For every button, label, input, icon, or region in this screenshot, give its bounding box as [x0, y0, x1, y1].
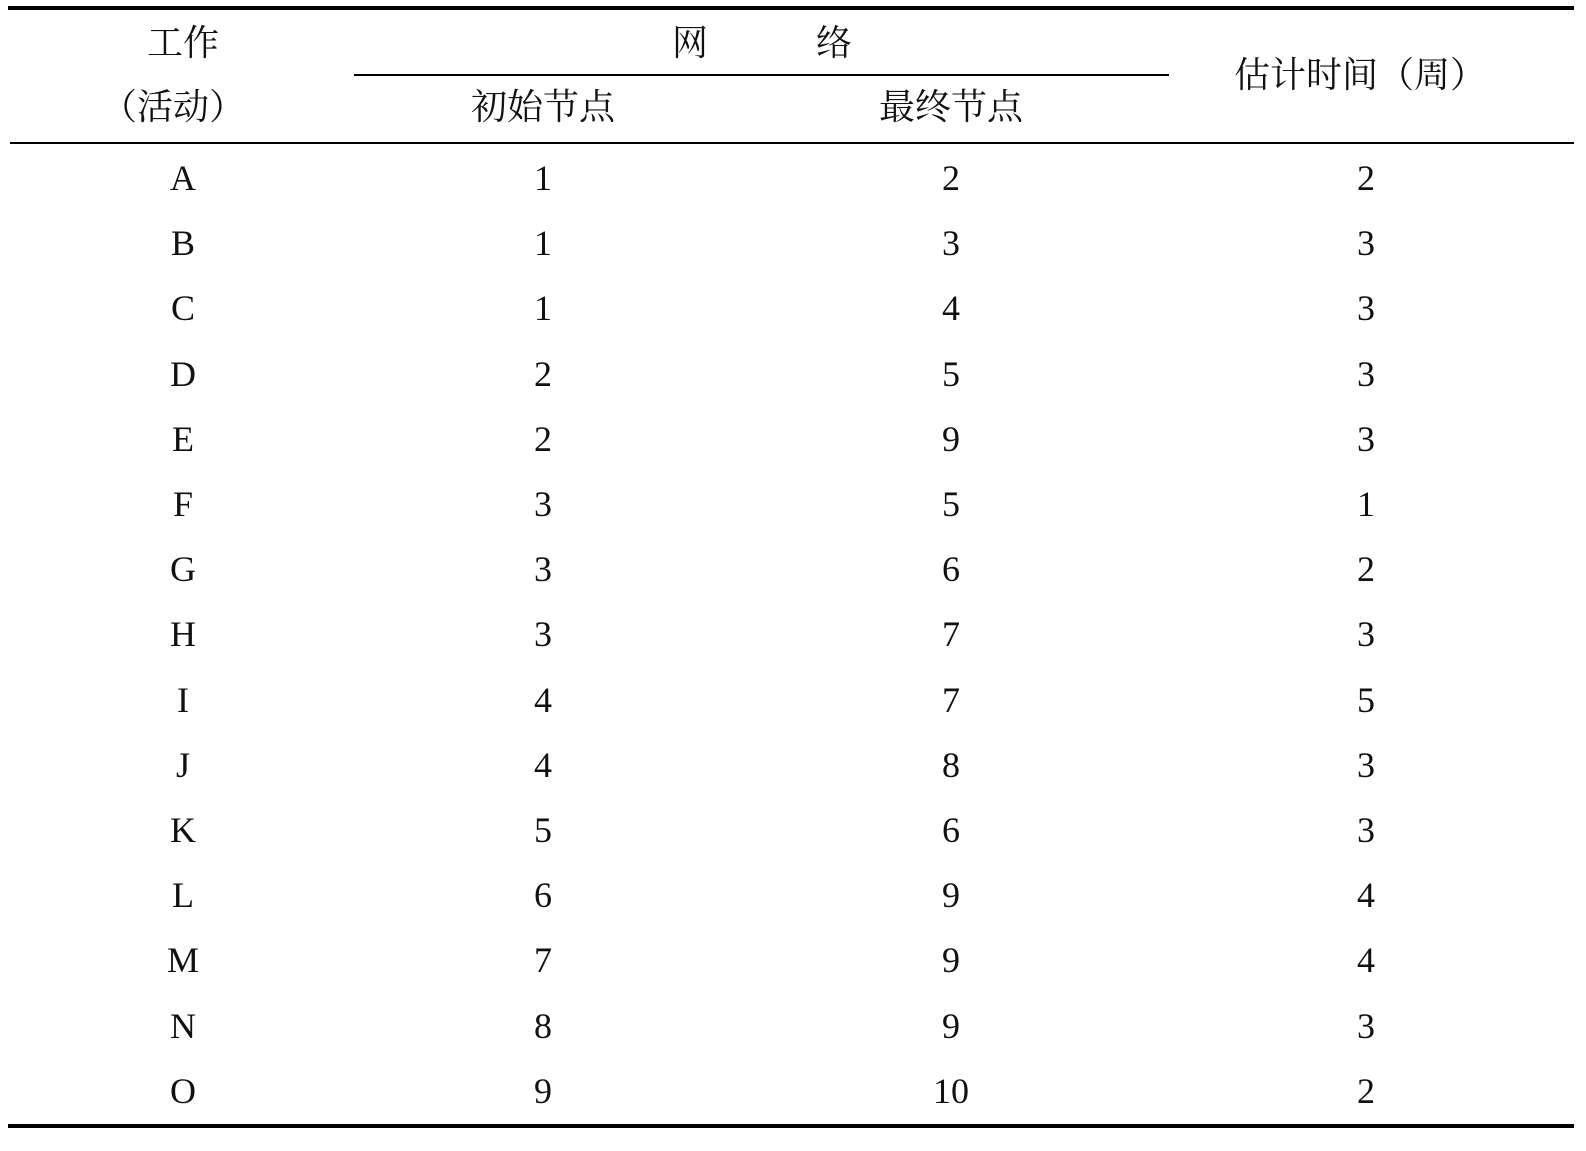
cell-end-node: 5 [942, 353, 960, 394]
cell-end-node: 6 [942, 549, 960, 590]
cell-start-node: 5 [534, 810, 552, 850]
cell-duration: 3 [1357, 223, 1375, 264]
cell-start-node: 7 [534, 940, 552, 981]
cell-end-node: 7 [942, 614, 960, 655]
cell-start-node: 1 [534, 158, 552, 198]
cell-duration: 3 [1357, 810, 1375, 850]
cell-end-node: 10 [933, 1070, 969, 1111]
cell-start-node: 8 [534, 1005, 552, 1046]
header-network: 网 络 [671, 23, 853, 64]
cell-activity: O [170, 1070, 196, 1111]
cell-end-node: 2 [942, 158, 960, 198]
cell-start-node: 4 [534, 744, 552, 785]
cell-activity: J [175, 744, 191, 785]
cell-duration: 1 [1357, 484, 1375, 524]
cell-duration: 3 [1357, 1005, 1375, 1046]
table-bottom-rule [8, 1124, 1574, 1128]
header-duration: 估计时间（周） [1233, 55, 1487, 96]
cell-end-node: 3 [942, 223, 960, 264]
cell-activity: B [170, 223, 196, 264]
cell-activity: L [172, 875, 194, 916]
cell-activity: D [170, 353, 196, 394]
cell-activity: M [166, 940, 200, 981]
cell-activity: F [172, 484, 194, 524]
header-start-node: 初始节点 [470, 87, 616, 128]
cell-duration: 2 [1357, 1070, 1375, 1111]
cell-start-node: 4 [534, 679, 552, 720]
cell-start-node: 3 [534, 549, 552, 590]
cell-activity: A [170, 158, 196, 198]
cell-end-node: 8 [942, 744, 960, 785]
header-activity-line1: 工作 [146, 23, 220, 64]
cell-activity: E [172, 418, 194, 459]
cell-end-node: 9 [942, 1005, 960, 1046]
cell-end-node: 9 [942, 418, 960, 459]
cell-end-node: 9 [942, 875, 960, 916]
cell-duration: 3 [1357, 353, 1375, 394]
header-activity-line2: （活动） [100, 87, 246, 128]
cell-duration: 4 [1357, 875, 1375, 916]
cell-start-node: 6 [534, 875, 552, 916]
header-bottom-rule [10, 142, 1574, 144]
cell-end-node: 4 [942, 288, 960, 329]
cell-activity: K [170, 810, 196, 850]
cell-activity: H [170, 614, 196, 655]
cell-activity: G [170, 549, 196, 590]
cell-duration: 2 [1357, 549, 1375, 590]
cell-end-node: 7 [942, 679, 960, 720]
cell-duration: 3 [1357, 288, 1375, 329]
cell-duration: 3 [1357, 744, 1375, 785]
cell-end-node: 9 [942, 940, 960, 981]
cell-activity: C [170, 288, 196, 329]
cell-start-node: 1 [534, 288, 552, 329]
cell-end-node: 6 [942, 810, 960, 850]
cell-start-node: 2 [534, 418, 552, 459]
network-group-rule [354, 74, 1169, 76]
cell-start-node: 9 [534, 1070, 552, 1111]
header-end-node: 最终节点 [878, 87, 1024, 128]
cell-start-node: 3 [534, 484, 552, 524]
cell-duration: 5 [1357, 679, 1375, 720]
cell-end-node: 5 [942, 484, 960, 524]
cell-start-node: 2 [534, 353, 552, 394]
cell-start-node: 3 [534, 614, 552, 655]
cell-activity: I [177, 679, 189, 720]
table-top-rule [8, 6, 1574, 10]
cell-duration: 2 [1357, 158, 1375, 198]
cell-duration: 3 [1357, 418, 1375, 459]
cell-duration: 4 [1357, 940, 1375, 981]
cell-duration: 3 [1357, 614, 1375, 655]
cell-start-node: 1 [534, 223, 552, 264]
cell-activity: N [170, 1005, 196, 1046]
